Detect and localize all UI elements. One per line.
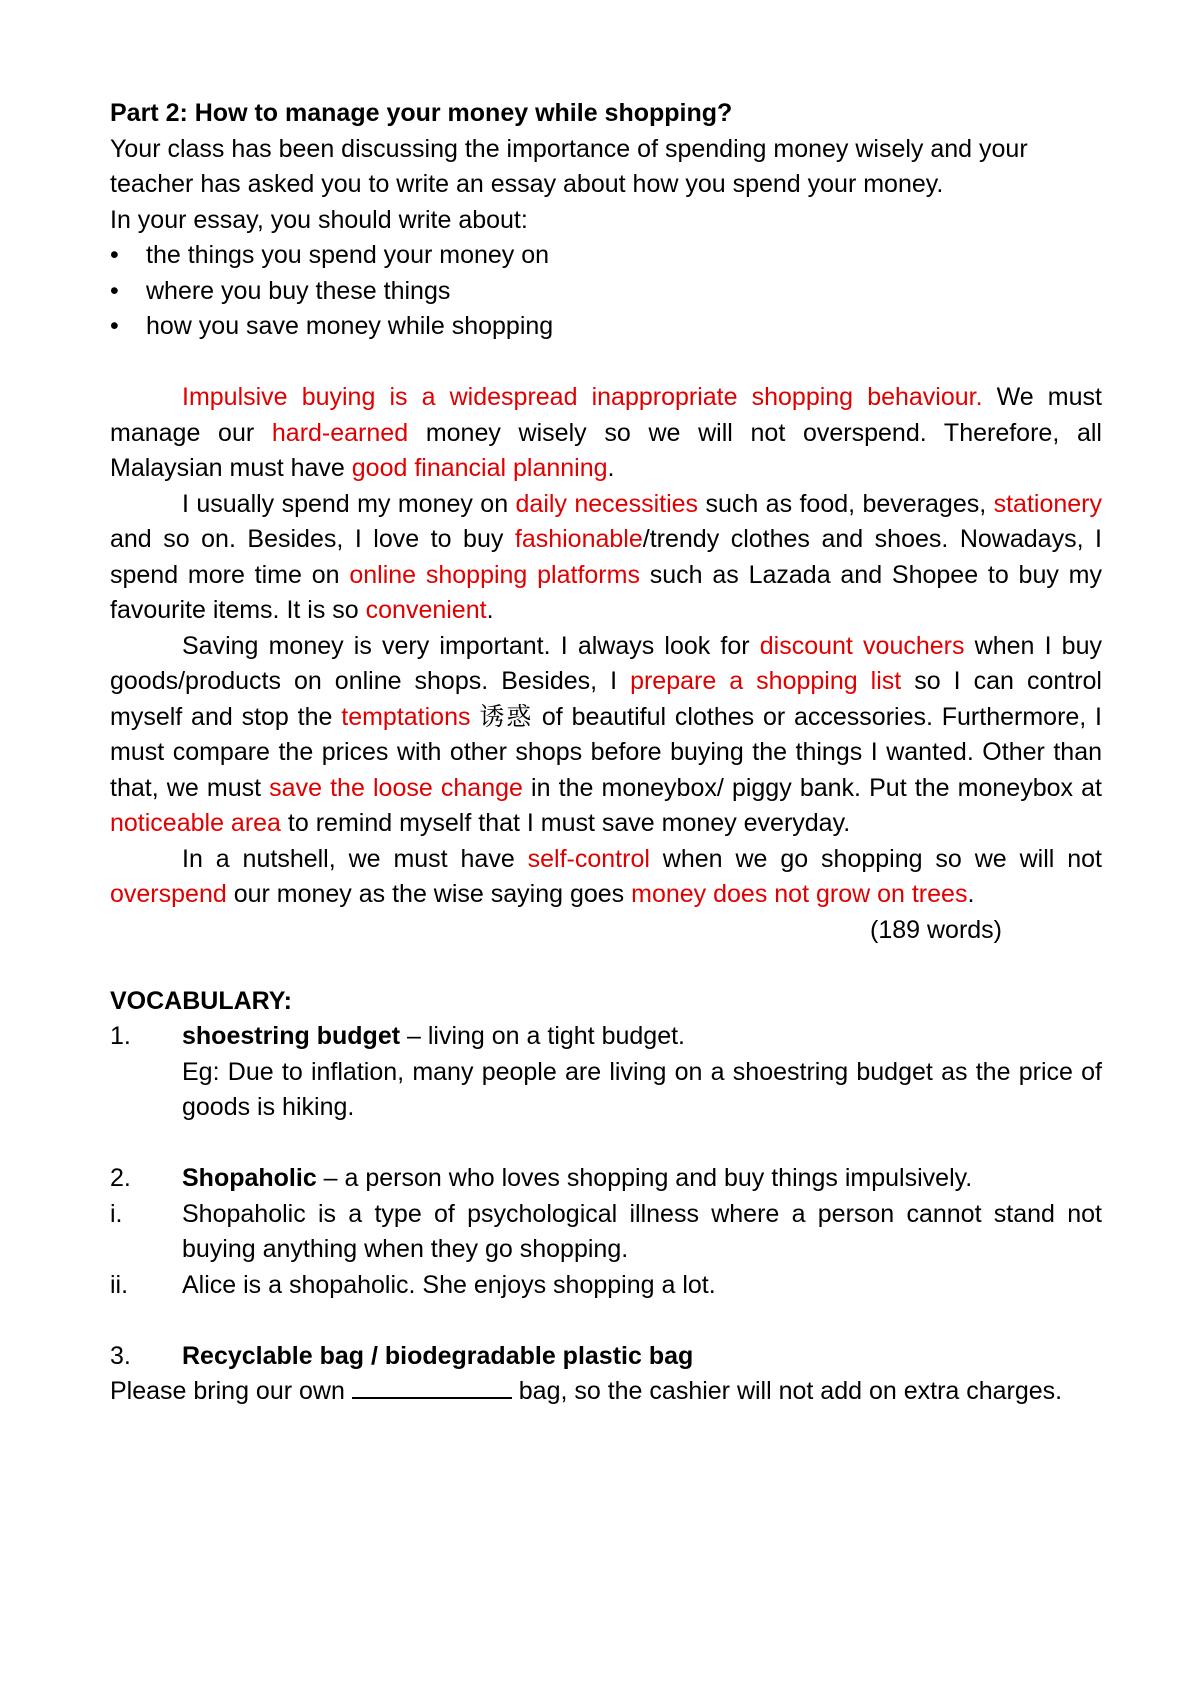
prompt-bullet: • how you save money while shopping: [110, 309, 1102, 345]
highlight: good financial planning: [351, 454, 608, 482]
essay-text: and so on. Besides, I love to buy: [110, 525, 515, 553]
fill-in-blank: [352, 1375, 512, 1399]
highlight: online shopping platforms: [349, 560, 640, 589]
vocab-definition: – a person who loves shopping and buy things impulsively.: [316, 1164, 973, 1192]
essay-text: .: [486, 596, 494, 624]
page-title: Part 2: How to manage your money while shopping?: [110, 99, 733, 127]
essay-text: so I can control myself and stop the: [110, 667, 1102, 731]
highlight: prepare a shopping list: [630, 667, 902, 695]
vocab-number: 3.: [110, 1341, 131, 1370]
highlight: Impulsive buying is a widespread inappropriate shopping behaviour.: [182, 383, 983, 411]
essay-paragraph-4: [110, 842, 1102, 913]
essay-text: money wisely so we will not overspend. Therefore, all Malaysian must have: [110, 418, 1102, 482]
document-page: [110, 96, 1102, 1410]
essay-text: We must manage our: [110, 383, 1102, 447]
vocab-body: [182, 1019, 1102, 1126]
highlight: self-control: [527, 844, 650, 873]
vocab-item-2: [110, 1161, 1102, 1197]
vocab-definition: – living on a tight budget.: [400, 1022, 685, 1050]
essay-text: in the moneybox/ piggy bank. Put the moneybox at: [522, 773, 1102, 802]
vocab-term: Recyclable bag / biodegradable plastic bag: [182, 1341, 694, 1370]
highlight: stationery: [993, 489, 1102, 518]
highlight: save the loose change: [269, 773, 523, 802]
highlight: fashionable: [514, 525, 643, 553]
highlight: overspend: [110, 880, 227, 908]
vocab-number: 2.: [110, 1164, 131, 1192]
vocab-sub-text: Shopaholic is a type of psychological illness where a person cannot stand not buying anything when they go shopping.: [182, 1199, 1102, 1263]
vocab-example: Eg: Due to inflation, many people are living on a shoestring budget as the price of goods is hiking.: [182, 1057, 1102, 1121]
highlight: daily necessities: [515, 489, 699, 518]
highlight: money does not grow on trees: [631, 880, 968, 908]
essay-text: /trendy clothes and shoes. Nowadays, I spend more time on: [110, 525, 1102, 589]
essay-text: when I buy goods/products on online shops. Besides, I: [110, 631, 1102, 695]
vocab-term: shoestring budget: [182, 1022, 401, 1050]
essay-text: .: [967, 880, 975, 908]
essay-paragraph-3: [110, 629, 1102, 842]
essay-text: when we go shopping so we will not: [649, 844, 1102, 873]
vocab-subitem-ii: [110, 1268, 1102, 1304]
prompt-bullet: • where you buy these things: [110, 274, 1102, 310]
vocab-number: 1.: [110, 1022, 131, 1050]
highlight: convenient: [365, 596, 487, 624]
prompt-bullet-list: [110, 238, 1102, 345]
vocab-body: [182, 1161, 1102, 1197]
essay-text: such as food, beverages,: [698, 489, 994, 518]
spacer: [110, 1126, 1102, 1162]
vocab-sub-text: Alice is a shopaholic. She enjoys shopping a lot.: [182, 1270, 716, 1299]
essay-paragraph-2: [110, 487, 1102, 629]
spacer: [110, 1303, 1102, 1339]
vocab-subitem-i: [110, 1197, 1102, 1268]
prompt-lead: In your essay, you should write about:: [110, 205, 528, 234]
fill-in-text-start: Please bring our own: [110, 1377, 352, 1405]
prompt-bullet: • the things you spend your money on: [110, 238, 1102, 274]
essay-paragraph-1: [110, 380, 1102, 487]
highlight: temptations: [341, 702, 471, 731]
spacer: [110, 948, 1102, 984]
essay-text: Saving money is very important. I always look for: [182, 631, 760, 660]
essay-text: such as Lazada and Shopee to buy my favourite items. It is so: [110, 560, 1102, 624]
vocab-sub-number: ii.: [110, 1270, 129, 1299]
highlight: discount vouchers: [759, 631, 965, 660]
fill-in-sentence: [110, 1374, 1102, 1410]
essay-text: In a nutshell, we must have: [182, 844, 528, 873]
highlight: noticeable area: [110, 809, 281, 837]
prompt-intro: Your class has been discussing the importance of spending money wisely and your teacher has asked you to write an essay about how you spend your money.: [110, 134, 1028, 198]
highlight: hard-earned: [271, 418, 409, 447]
vocab-sub-number: i.: [110, 1199, 123, 1228]
essay-text: to remind myself that I must save money everyday.: [280, 809, 851, 837]
essay-text: 诱惑 of beautiful clothes or accessories. Furthermore, I must compare the prices with other shops before buying the things I wanted. Other than that, we must: [110, 702, 1103, 802]
spacer: [110, 345, 1102, 381]
vocab-item-3: [110, 1339, 1102, 1375]
essay-text: .: [607, 454, 615, 482]
word-count: (189 words): [870, 915, 1002, 944]
vocab-term: Shopaholic: [182, 1164, 317, 1192]
vocabulary-heading: VOCABULARY:: [110, 986, 292, 1015]
fill-in-text-end: bag, so the cashier will not add on extra charges.: [511, 1377, 1063, 1405]
essay-text: I usually spend my money on: [182, 489, 516, 518]
essay-text: our money as the wise saying goes: [226, 880, 632, 908]
vocab-item-1: [110, 1019, 1102, 1126]
